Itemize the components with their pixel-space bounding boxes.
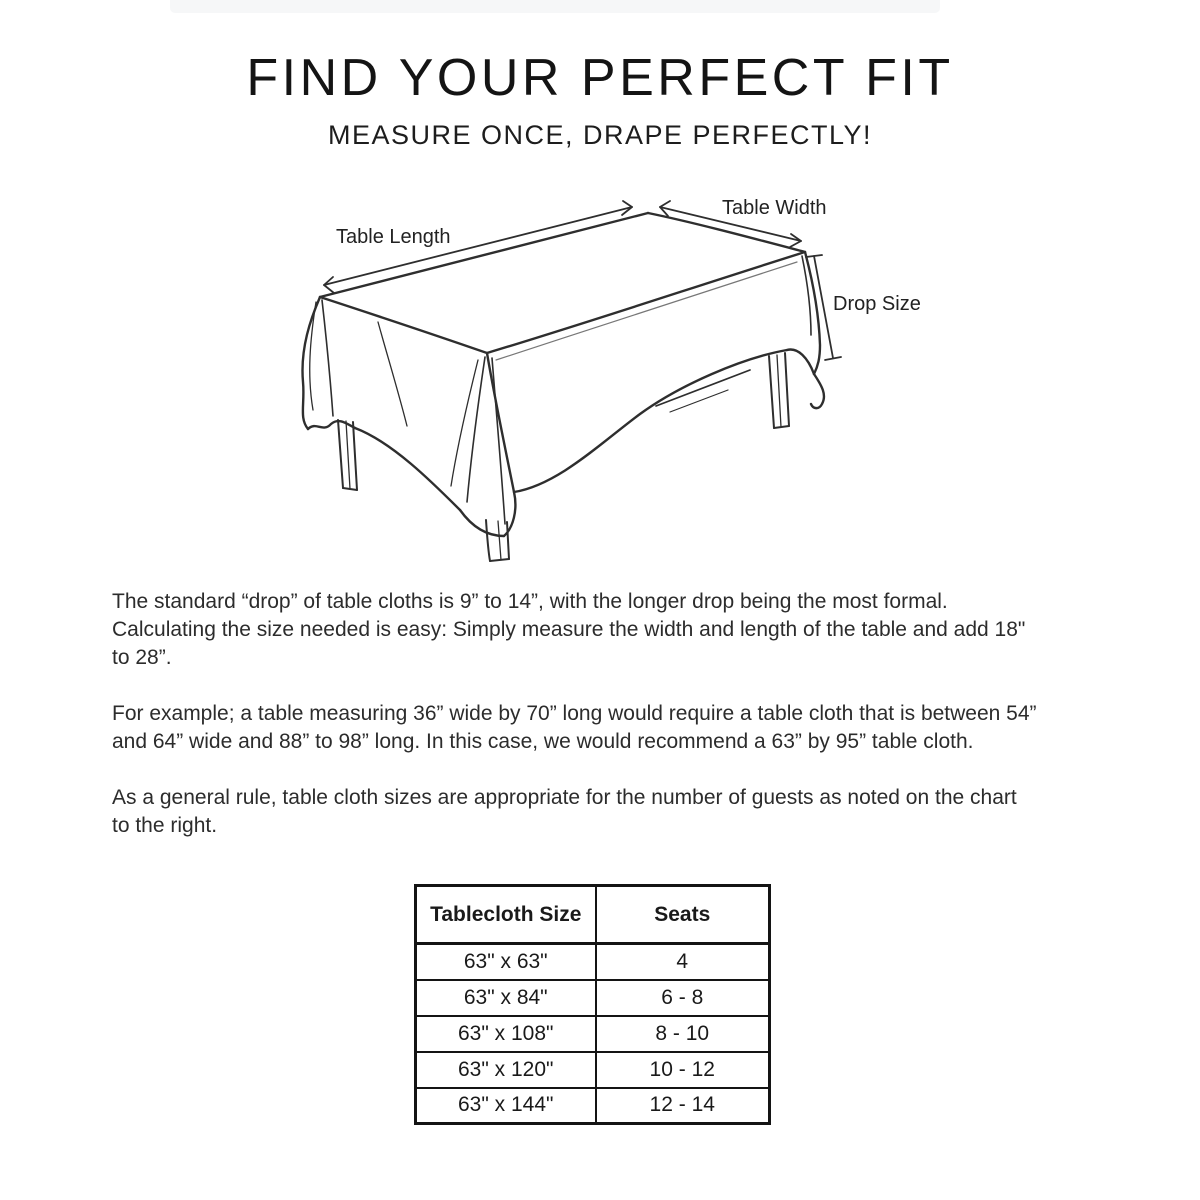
size-cell: 63" x 144" [416,1088,596,1124]
size-cell: 63" x 120" [416,1052,596,1088]
size-chart-table [414,884,771,1125]
table-row [416,1016,770,1052]
seats-cell: 8 - 10 [596,1016,770,1052]
seats-column-header: Seats [596,886,770,944]
text-line: to 28”. [112,646,172,669]
text-line: Calculating the size needed is easy: Simply measure the width and length of the table and add 18" [112,618,1026,641]
paragraph-standard-drop [112,588,1112,672]
text-line: The standard “drop” of table cloths is 9” to 14”, with the longer drop being the most formal. [112,590,948,613]
table-row [416,980,770,1016]
paragraph-general-rule [112,784,1112,840]
text-line: to the right. [112,814,218,837]
cropped-banner-remnant [170,0,940,13]
seats-cell: 4 [596,944,770,980]
size-cell: 63" x 84" [416,980,596,1016]
table-length-label: Table Length [336,226,451,248]
seats-cell: 6 - 8 [596,980,770,1016]
table-header-row [416,886,770,944]
text-line: and 64” wide and 88” to 98” long. In this case, we would recommend a 63” by 95” table cloth. [112,730,974,753]
table-drawing [280,190,940,590]
paragraph-example [112,700,1112,756]
page-title: FIND YOUR PERFECT FIT [246,49,954,107]
drop-size-label: Drop Size [833,293,921,315]
page-subtitle: MEASURE ONCE, DRAPE PERFECTLY! [327,120,873,150]
size-chart [414,884,771,1125]
tablecloth-size-column-header: Tablecloth Size [416,886,596,944]
table-row [416,1052,770,1088]
table-width-label: Table Width [722,197,827,219]
text-line: As a general rule, table cloth sizes are appropriate for the number of guests as noted on the chart [112,786,1017,809]
size-cell: 63" x 63" [416,944,596,980]
tablecloth-measurement-diagram [280,190,940,590]
explanatory-text [112,588,1112,868]
table-row [416,944,770,980]
text-line: For example; a table measuring 36” wide by 70” long would require a table cloth that is between 54” [112,702,1037,725]
size-cell: 63" x 108" [416,1016,596,1052]
seats-cell: 10 - 12 [596,1052,770,1088]
dimension-arrows [324,201,841,360]
table-row [416,1088,770,1124]
seats-cell: 12 - 14 [596,1088,770,1124]
